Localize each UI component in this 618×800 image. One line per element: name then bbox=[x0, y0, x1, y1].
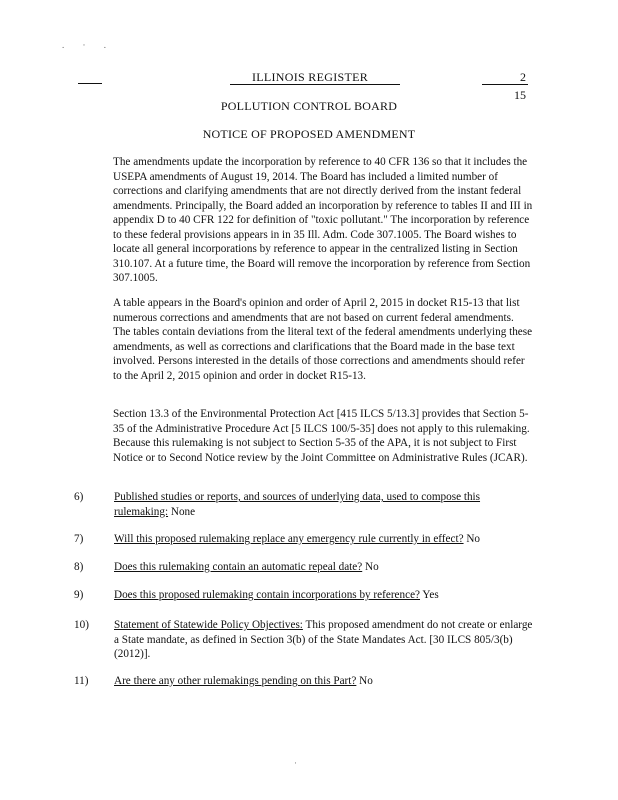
item-answer: This proposed amendment do not create or enlarge a State mandate, as defined in Section 3(b) of the State Mandates Act. [30 ILCS 805/3(b) (2012)]. bbox=[114, 619, 533, 660]
item-number: 7) bbox=[74, 533, 84, 545]
item-question: Published studies or reports, and sources of underlying data, used to compose this rulemaking: bbox=[114, 491, 481, 518]
issue-number: 15 bbox=[514, 88, 526, 102]
footer-mark: · bbox=[294, 758, 297, 768]
item-number: 11) bbox=[74, 675, 89, 687]
item-answer: No bbox=[463, 533, 481, 545]
item-question: Statement of Statewide Policy Objectives: bbox=[114, 619, 303, 631]
item-question: Are there any other rulemakings pending on this Part? bbox=[114, 675, 357, 687]
item-question: Will this proposed rulemaking replace any emergency rule currently in effect? bbox=[114, 533, 464, 545]
item-answer: No bbox=[362, 561, 379, 573]
page-number: 2 bbox=[520, 70, 526, 84]
board-name: POLLUTION CONTROL BOARD bbox=[220, 99, 398, 113]
item-answer: No bbox=[356, 675, 373, 687]
body-paragraph-2: A table appears in the Board's opinion and order of April 2, 2015 in docket R15-13 that list numerous corrections and amendments that are not based on current federal amendments. The tables contain deviations from the literal text of the federal amendments underlying these amendments, as well as corrections and clarifications that the Board made in the base text involved. Persons interested in the details of those corrections and amendments should refer to the April 2, 2015 opinion and order in docket R15-13. bbox=[113, 297, 533, 382]
item-number: 6) bbox=[74, 491, 84, 503]
item-number: 8) bbox=[74, 561, 84, 573]
item-number: 10) bbox=[74, 619, 89, 631]
item-question: Does this proposed rulemaking contain incorporations by reference? bbox=[114, 589, 421, 601]
register-title-rule bbox=[230, 84, 400, 85]
page-number-rule bbox=[482, 84, 528, 85]
item-question: Does this rulemaking contain an automatic repeal date? bbox=[114, 561, 363, 573]
notice-title: NOTICE OF PROPOSED AMENDMENT bbox=[202, 127, 416, 141]
body-paragraph-1: The amendments update the incorporation by reference to 40 CFR 136 so that it includes the USEPA amendments of August 19, 2014. The Board has included a limited number of corrections and clarifying amendments that are not directly derived from the instant federal amendments. Principally, the Board added an incorporation by reference to tables II and III in appendix D to 40 CFR 122 for definition of "toxic pollutant." The incorporation by reference to these federal provisions appears in in 35 Ill. Adm. Code 307.1005. The Board wishes to locate all general incorporations by reference to appear in the centralized listing in Section 310.107. At a future time, the Board will remove the incorporation by reference from Section 307.1005. bbox=[113, 156, 533, 284]
header-left-rule bbox=[78, 83, 102, 84]
body-paragraph-3: Section 13.3 of the Environmental Protection Act [415 ILCS 5/13.3] provides that Section 5-35 of the Administrative Procedure Act [5 ILCS 100/5-35] does not apply to this rulemaking. Because this rulemaking is not subject to Section 5-35 of the APA, it is not subject to First Notice or to Second Notice review by the Joint Committee on Administrative Rules (JCAR). bbox=[113, 408, 530, 464]
header-decor-dots: . · . bbox=[62, 40, 114, 50]
item-answer: None bbox=[168, 505, 196, 518]
register-title: ILLINOIS REGISTER bbox=[251, 70, 369, 84]
item-answer: Yes bbox=[420, 589, 439, 601]
item-number: 9) bbox=[74, 589, 84, 601]
